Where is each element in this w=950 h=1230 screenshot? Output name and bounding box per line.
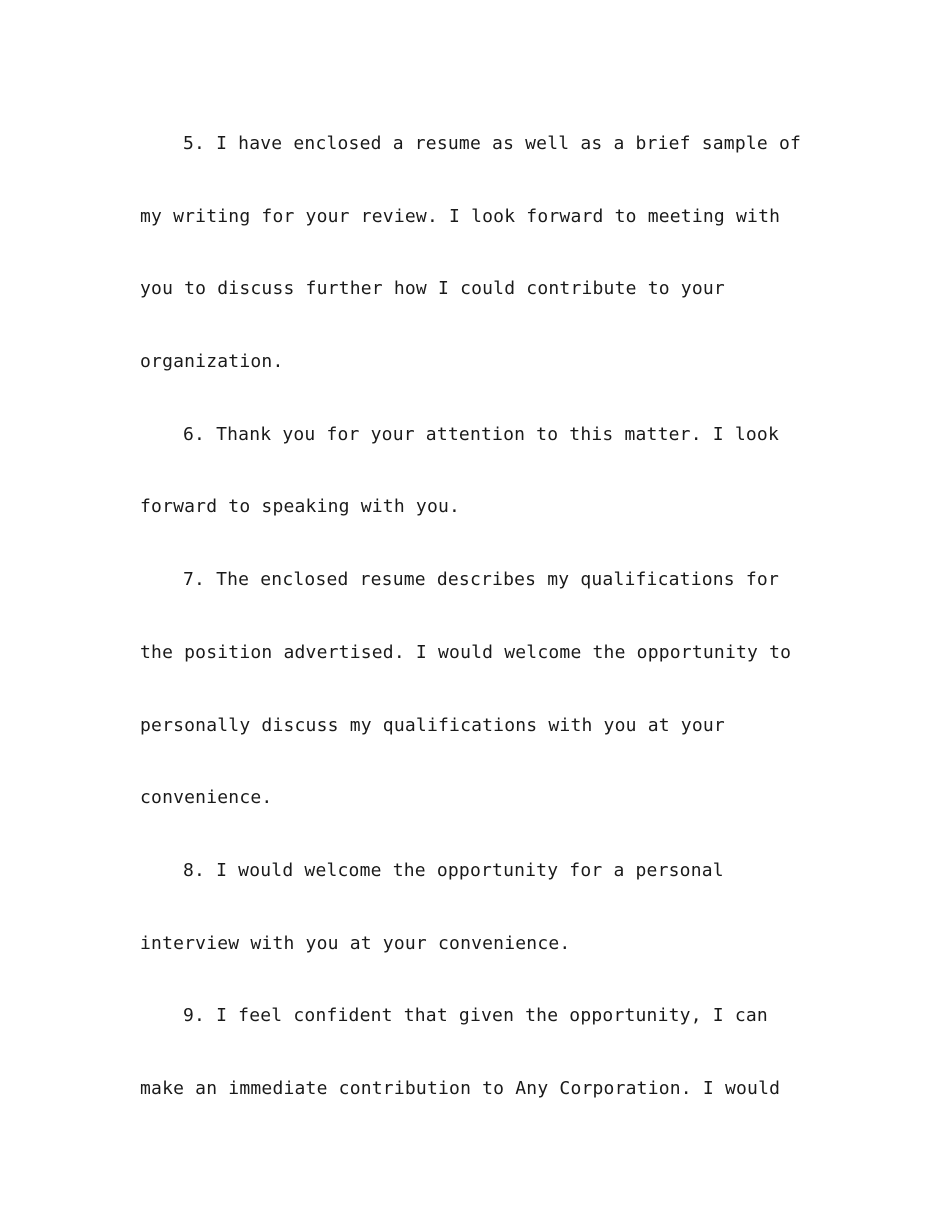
paragraph-7 — [140, 544, 820, 835]
paragraph-8 — [140, 835, 820, 980]
paragraph-line: 5. I have enclosed a resume as well as a brief sample of — [183, 133, 802, 154]
paragraph-line: 6. Thank you for your attention to this matter. I look — [183, 423, 779, 445]
paragraph-line: the position advertised. I would welcome the opportunity to — [140, 641, 792, 663]
paragraph-line: make an immediate contribution to Any Corporation. I would — [140, 1077, 781, 1099]
paragraph-line: forward to speaking with you. — [140, 496, 461, 518]
paragraph-line: 8. I would welcome the opportunity for a personal — [183, 859, 724, 881]
paragraph-line: 7. The enclosed resume describes my qualifications for — [183, 569, 779, 591]
paragraph-line: organization. — [140, 351, 284, 373]
paragraph-line: my writing for your review. I look forward to meeting with — [140, 205, 781, 227]
document-body — [140, 108, 820, 1126]
paragraph-line: personally discuss my qualifications with you at your — [140, 714, 725, 736]
paragraph-5 — [140, 108, 820, 399]
paragraph-6 — [140, 399, 820, 544]
paragraph-line: you to discuss further how I could contribute to your — [140, 278, 725, 300]
paragraph-9 — [140, 980, 820, 1125]
paragraph-line: 9. I feel confident that given the opportunity, I can — [183, 1005, 768, 1027]
paragraph-line: convenience. — [140, 787, 273, 809]
paragraph-line: interview with you at your convenience. — [140, 932, 571, 954]
